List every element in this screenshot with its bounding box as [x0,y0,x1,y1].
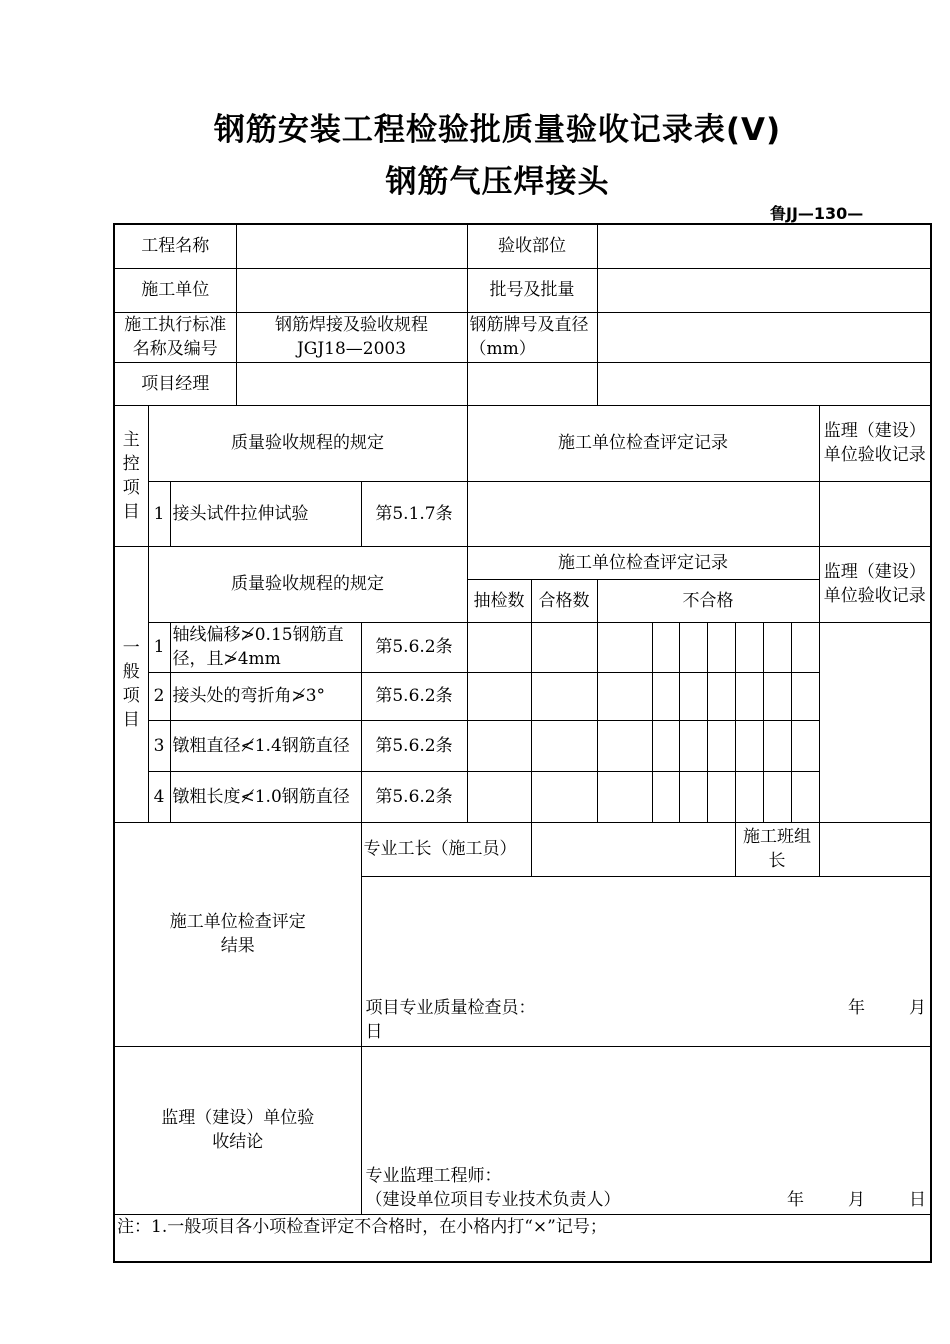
form-note: 注：1.一般项目各小项检查评定不合格时，在小格内打“×”记号； [114,1214,931,1262]
general-record-header: 施工单位检查评定记录 [467,546,819,579]
fail-cell[interactable] [707,672,735,720]
general-item-clause: 第5.6.2条 [361,720,467,771]
main-supervision-header: 监理（建设）单位验收记录 [819,405,931,481]
general-supervision-header: 监理（建设）单位验收记录 [819,546,931,622]
fail-cell[interactable] [597,672,652,720]
manager-label: 项目经理 [114,362,236,405]
main-item-clause: 第5.1.7条 [361,481,467,546]
foreman-label: 专业工长（施工员） [361,822,531,876]
general-item-clause: 第5.6.2条 [361,622,467,672]
fail-cell[interactable] [763,720,791,771]
general-spec-header: 质量验收规程的规定 [148,546,467,622]
pass-cell[interactable] [531,672,597,720]
manager-value[interactable] [236,362,467,405]
fail-cell[interactable] [735,720,763,771]
standard-value [236,312,467,362]
fail-cell[interactable] [735,672,763,720]
month-label: 月 [848,1189,865,1210]
sample-cell[interactable] [467,672,531,720]
owner-label: （建设单位项目专业技术负责人） [365,1189,621,1210]
main-item-record[interactable] [467,481,819,546]
sample-cell[interactable] [467,771,531,822]
acceptance-part-value[interactable] [597,224,931,268]
fail-cell[interactable] [652,720,679,771]
rebar-grade-label: 钢筋牌号及直径（mm） [467,312,597,362]
fail-cell[interactable] [652,771,679,822]
main-item-supervision[interactable] [819,481,931,546]
inspector-label: 项目专业质量检查员： [365,997,536,1018]
standard-label: 施工执行标准名称及编号 [114,312,236,362]
fail-cell[interactable] [763,672,791,720]
manager-extra[interactable] [467,362,597,405]
manager-extra-2[interactable] [597,362,931,405]
construction-unit-label: 施工单位 [114,268,236,312]
construction-signature-area[interactable] [361,876,931,1046]
standard-value-line1: 钢筋焊接及验收规程 [275,315,428,335]
fail-cell[interactable] [597,720,652,771]
construction-result-label: 施工单位检查评定结果 [114,822,361,1046]
form-title: 钢筋安装工程检验批质量验收记录表(V) [213,112,782,148]
fail-cell[interactable] [791,771,819,822]
general-item-name: 轴线偏移≯0.15钢筋直径，且≯4mm [170,622,361,672]
table-row [114,771,931,822]
inspection-form [113,223,932,1263]
batch-label: 批号及批量 [467,268,597,312]
fail-cell[interactable] [679,672,707,720]
fail-cell[interactable] [652,622,679,672]
project-name-label: 工程名称 [114,224,236,268]
year-label: 年 [787,1189,804,1210]
general-supervision-cell[interactable] [819,622,931,822]
fail-col-header: 不合格 [597,579,819,622]
acceptance-part-label: 验收部位 [467,224,597,268]
fail-cell[interactable] [679,771,707,822]
supervision-result-label: 监理（建设）单位验收结论 [114,1046,361,1214]
table-row [114,720,931,771]
fail-cell[interactable] [707,771,735,822]
general-item-no: 2 [148,672,170,720]
team-leader-value[interactable] [819,822,931,876]
fail-cell[interactable] [679,720,707,771]
supervision-signature-area[interactable] [361,1046,931,1214]
general-item-no: 4 [148,771,170,822]
form-code: 鲁JJ—130— [770,204,864,223]
main-control-label: 主控项目 [114,405,148,546]
project-name-value[interactable] [236,224,467,268]
sample-col-header: 抽检数 [467,579,531,622]
general-label: 一般项目 [114,546,148,822]
main-record-header: 施工单位检查评定记录 [467,405,819,481]
engineer-label: 专业监理工程师： [365,1165,502,1186]
pass-cell[interactable] [531,720,597,771]
fail-cell[interactable] [707,622,735,672]
pass-cell[interactable] [531,771,597,822]
main-spec-header: 质量验收规程的规定 [148,405,467,481]
main-item-name: 接头试件拉伸试验 [170,481,361,546]
fail-cell[interactable] [735,771,763,822]
fail-cell[interactable] [735,622,763,672]
general-item-name: 镦粗长度≮1.0钢筋直径 [170,771,361,822]
year-label: 年 [848,997,865,1018]
fail-cell[interactable] [597,622,652,672]
general-item-clause: 第5.6.2条 [361,672,467,720]
pass-cell[interactable] [531,622,597,672]
general-item-name: 接头处的弯折角≯3° [170,672,361,720]
fail-cell[interactable] [652,672,679,720]
form-subtitle: 钢筋气压焊接头 [385,164,610,200]
general-item-name: 镦粗直径≮1.4钢筋直径 [170,720,361,771]
general-item-no: 3 [148,720,170,771]
fail-cell[interactable] [791,672,819,720]
general-item-no: 1 [148,622,170,672]
team-leader-label: 施工班组长 [735,822,819,876]
main-item-no: 1 [148,481,170,546]
table-row [114,622,931,672]
fail-cell[interactable] [763,771,791,822]
rebar-grade-value[interactable] [597,312,931,362]
standard-value-line2: JGJ18—2003 [296,339,407,359]
general-item-clause: 第5.6.2条 [361,771,467,822]
month-label: 月 [909,997,926,1018]
pass-col-header: 合格数 [531,579,597,622]
day-label: 日 [365,1021,383,1042]
sample-cell[interactable] [467,622,531,672]
table-row [114,672,931,720]
fail-cell[interactable] [679,622,707,672]
fail-cell[interactable] [791,622,819,672]
foreman-value[interactable] [531,822,735,876]
sample-cell[interactable] [467,720,531,771]
fail-cell[interactable] [791,720,819,771]
fail-cell[interactable] [763,622,791,672]
batch-value[interactable] [597,268,931,312]
construction-unit-value[interactable] [236,268,467,312]
fail-cell[interactable] [707,720,735,771]
day-label: 日 [909,1189,926,1210]
fail-cell[interactable] [597,771,652,822]
